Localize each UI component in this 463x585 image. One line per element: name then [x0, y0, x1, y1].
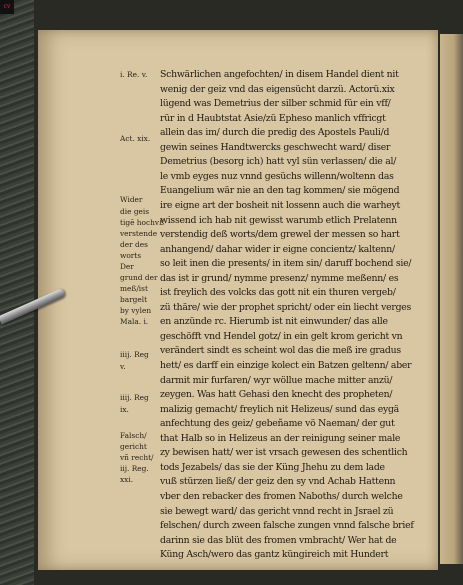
corner-label: cv [0, 0, 14, 14]
margin-note: tigē hochvß [120, 218, 164, 227]
margin-note: die geis [120, 207, 150, 216]
margin-note: worts [120, 251, 142, 260]
margin-note: xxi. [120, 475, 134, 484]
text-line: zü thäre/ wie der prophet spricht/ oder ein liecht verges [160, 301, 412, 313]
text-line: geschöfft vnd Hendel gotz/ in ein gelt krom gericht vn [160, 330, 403, 342]
text-line: verstendig deß worts/dem grewel der messen so hart [160, 229, 400, 241]
margin-note: verstende [120, 229, 158, 238]
text-line: wenig der geiz vnd das eigensücht darzü. Actorü.xix [160, 83, 395, 95]
text-line: darmit mir furfaren/ wyr wöllue mache mitter anzü/ [160, 374, 393, 386]
text-line: le vmb eyges nuz vnnd gesüchs willenn/woltenn das [160, 170, 394, 182]
page-paper [38, 30, 438, 570]
text-line: vber den rebacker des fromen Naboths/ durch welche [160, 490, 403, 502]
margin-note: meß/ist [120, 284, 148, 293]
text-line: ist freylich des volcks das gott nit ein thuren vergeb/ [160, 287, 396, 299]
text-line: Demetrius (besorg ich) hatt vyl sün verlassen/ die al/ [160, 156, 397, 168]
margin-note: by vylen [120, 306, 152, 315]
margin-note: bargelt [120, 295, 148, 304]
text-line: anfechtung des geiz/ gebeñame vö Naeman/ der gut [160, 418, 395, 430]
text-line: hett/ es darff ein einzige kolect ein Batzen geltenn/ aber [160, 360, 412, 371]
text-line: das ist ir grund/ nymme presenz/ nymme meßenn/ es [160, 272, 399, 284]
text-line: zy bewisen hatt/ wer ist vrsach gewesen des schentlich [160, 447, 408, 459]
margin-note: der des [120, 240, 148, 249]
margin-note: v. [120, 362, 126, 371]
text-line: rür in d Haubtstat Asie/zü Epheso manlich vffricgt [160, 112, 386, 124]
text-line: sie bewegt ward/ das gericht vnnd recht in Jsrael zü [160, 505, 394, 517]
text-line: lügend was Demetrius der silber schmid für ein vff/ [160, 98, 391, 110]
text-line: malizig gemacht/ freylich nit Helizeus/ sund das eygä [160, 403, 399, 415]
text-line: tods Jezabels/ das sie der Küng Jhehu zu dem lade [160, 461, 385, 473]
text-line: darinn sie das blüt des fromen vmbracht/ Wer hat de [160, 534, 397, 546]
text-line: ire eigne art der bosheit nit lossenn auch die warheyt [160, 199, 400, 211]
text-line: felschen/ durch zween falsche zungen vnnd falsche brief [160, 520, 414, 532]
margin-note: gericht [120, 442, 147, 451]
book-binding [0, 0, 34, 585]
margin-note: iiij. Reg [120, 350, 149, 359]
margin-note: iiij. Reg [120, 393, 149, 402]
margin-note: grund der [120, 273, 158, 282]
margin-note: Act. xix. [120, 134, 151, 143]
text-line: allein das im/ durch die predig des Apostels Pauli/d [160, 127, 390, 139]
margin-note: iij. Reg. [120, 464, 149, 473]
text-line: gewin seines Handtwercks geschwecht ward/ diser [160, 141, 391, 153]
margin-note: Wider [120, 195, 143, 204]
margin-note: ix. [120, 405, 129, 414]
margin-note: Falsch/ [120, 431, 147, 440]
margin-note: Der [120, 262, 134, 271]
text-line: verändert sindt es scheint wol das die meß ire gradus [160, 345, 401, 357]
text-line: wissend ich hab nit gewisst warumb etlich Prelatenn [160, 214, 397, 226]
text-line: Schwärlichen angefochten/ in disem Handel dient nit [160, 69, 399, 80]
margin-note: Mala. i. [120, 317, 149, 326]
page-edge [440, 34, 463, 564]
margin-note: vñ recht/ [120, 453, 154, 462]
margin-note: i. Re. v. [120, 70, 148, 79]
text-line: so leit inen die presents/ in item sin/ daruff bochend sie/ [160, 258, 412, 270]
text-line: Euangelium wär nie an den tag kommen/ sie mögend [160, 185, 400, 197]
text-line: that Halb so in Helizeus an der reinigung seiner male [160, 432, 401, 444]
text-line: zeygen. Was hatt Gehasi den knecht des propheten/ [160, 389, 393, 401]
text-line: anhangend/ dahar wider ir eigne concientz/ kaltenn/ [160, 243, 395, 255]
text-line: en anzünde rc. Hierumb ist nit einwunder/ das alle [160, 316, 388, 328]
text-line: vuß stürzen ließ/ der geiz den sy vnd Achab Hattenn [160, 476, 396, 488]
text-line: Küng Asch/wero das gantz küngireich mit Hundert [160, 549, 389, 561]
